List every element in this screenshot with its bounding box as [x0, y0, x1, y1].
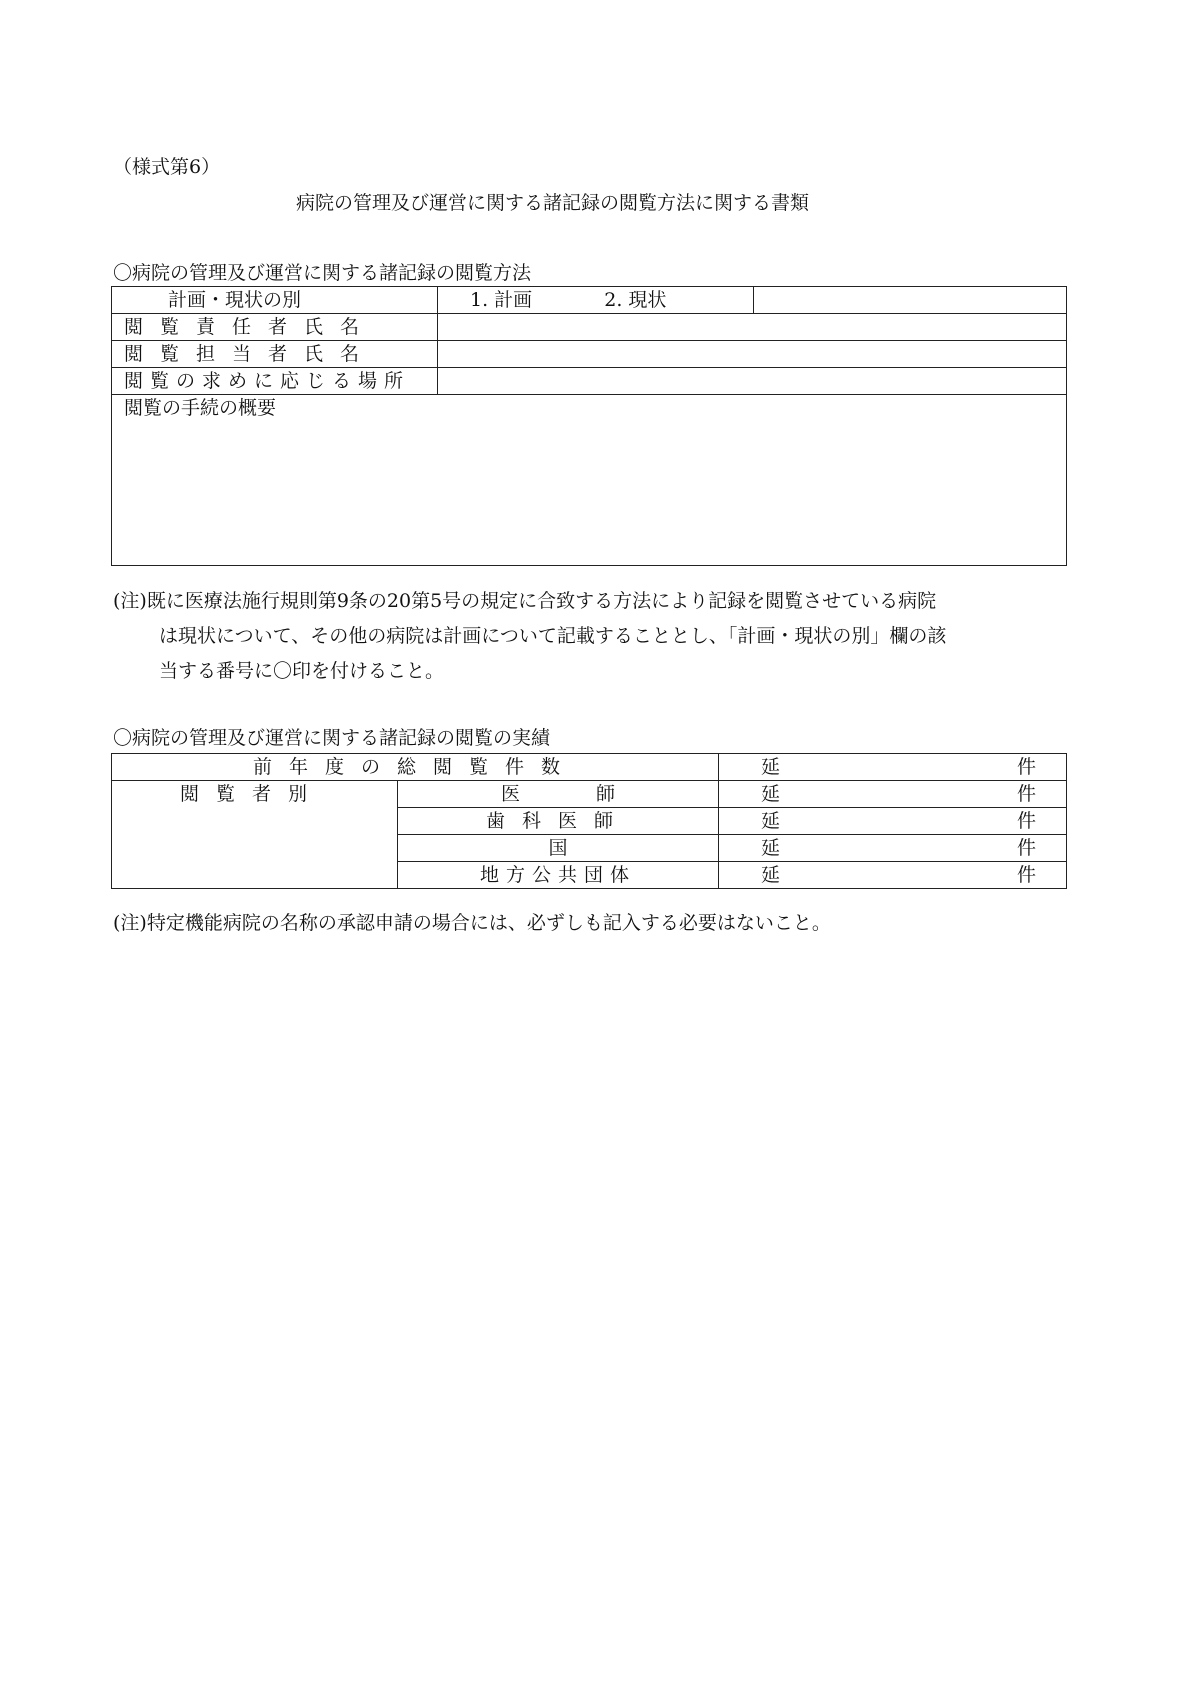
document-title: 病院の管理及び運営に関する諸記録の閲覧方法に関する書類	[296, 192, 810, 214]
plan-status-extra-cell[interactable]	[754, 287, 1067, 314]
prefix-label: 延	[761, 810, 781, 832]
procedure-label: 閲覧の手続の概要	[124, 397, 277, 419]
table-row	[112, 314, 1067, 341]
responsible-name-field[interactable]	[438, 314, 1067, 341]
viewer-dentist-field[interactable]	[719, 808, 1067, 835]
table-row	[112, 341, 1067, 368]
plan-status-label: 計画・現状の別	[112, 287, 438, 314]
table-row	[112, 287, 1067, 314]
procedure-field[interactable]	[112, 395, 1067, 566]
total-views-field[interactable]	[719, 754, 1067, 781]
unit-label: 件	[1017, 810, 1037, 832]
by-viewer-label: 閲覧者別	[112, 781, 398, 889]
viewing-record-table	[111, 753, 1067, 889]
viewing-method-table	[111, 286, 1067, 566]
plan-option[interactable]: 1. 計画	[470, 289, 533, 311]
prefix-label: 延	[761, 864, 781, 886]
table-row	[112, 368, 1067, 395]
table-row	[112, 395, 1067, 566]
total-views-label: 前年度の総閲覧件数	[112, 754, 719, 781]
viewer-doctor-label: 医 師	[398, 781, 719, 808]
person-name-label: 閲覧担当者氏名	[112, 341, 438, 368]
section2-heading: 〇病院の管理及び運営に関する諸記録の閲覧の実績	[113, 727, 551, 749]
place-label: 閲覧の求めに応じる場所	[112, 368, 438, 395]
responsible-name-label: 閲覧責任者氏名	[112, 314, 438, 341]
section1-note-line3: 当する番号に〇印を付けること。	[159, 660, 445, 682]
unit-label: 件	[1017, 756, 1037, 778]
section1-note-line2: は現状について、その他の病院は計画について記載することとし、「計画・現状の別」欄の該	[159, 625, 947, 647]
person-name-field[interactable]	[438, 341, 1067, 368]
viewer-national-label: 国	[398, 835, 719, 862]
unit-label: 件	[1017, 864, 1037, 886]
plan-status-options[interactable]	[438, 287, 754, 314]
viewer-national-field[interactable]	[719, 835, 1067, 862]
viewer-doctor-field[interactable]	[719, 781, 1067, 808]
unit-label: 件	[1017, 783, 1037, 805]
viewer-local-gov-field[interactable]	[719, 862, 1067, 889]
table-row	[112, 754, 1067, 781]
prefix-label: 延	[761, 837, 781, 859]
section2-note: (注)特定機能病院の名称の承認申請の場合には、必ずしも記入する必要はないこと。	[113, 912, 831, 934]
viewer-dentist-label: 歯科医師	[398, 808, 719, 835]
status-option[interactable]: 2. 現状	[604, 289, 667, 311]
prefix-label: 延	[761, 783, 781, 805]
section1-heading: 〇病院の管理及び運営に関する諸記録の閲覧方法	[113, 262, 532, 284]
section1-note-line1: (注)既に医療法施行規則第9条の20第5号の規定に合致する方法により記録を閲覧させている病院	[113, 590, 937, 612]
viewer-local-gov-label: 地方公共団体	[398, 862, 719, 889]
section1-note	[113, 584, 946, 689]
place-field[interactable]	[438, 368, 1067, 395]
table-row	[112, 781, 1067, 808]
prefix-label: 延	[761, 756, 781, 778]
unit-label: 件	[1017, 837, 1037, 859]
form-number: （様式第6）	[113, 156, 221, 178]
